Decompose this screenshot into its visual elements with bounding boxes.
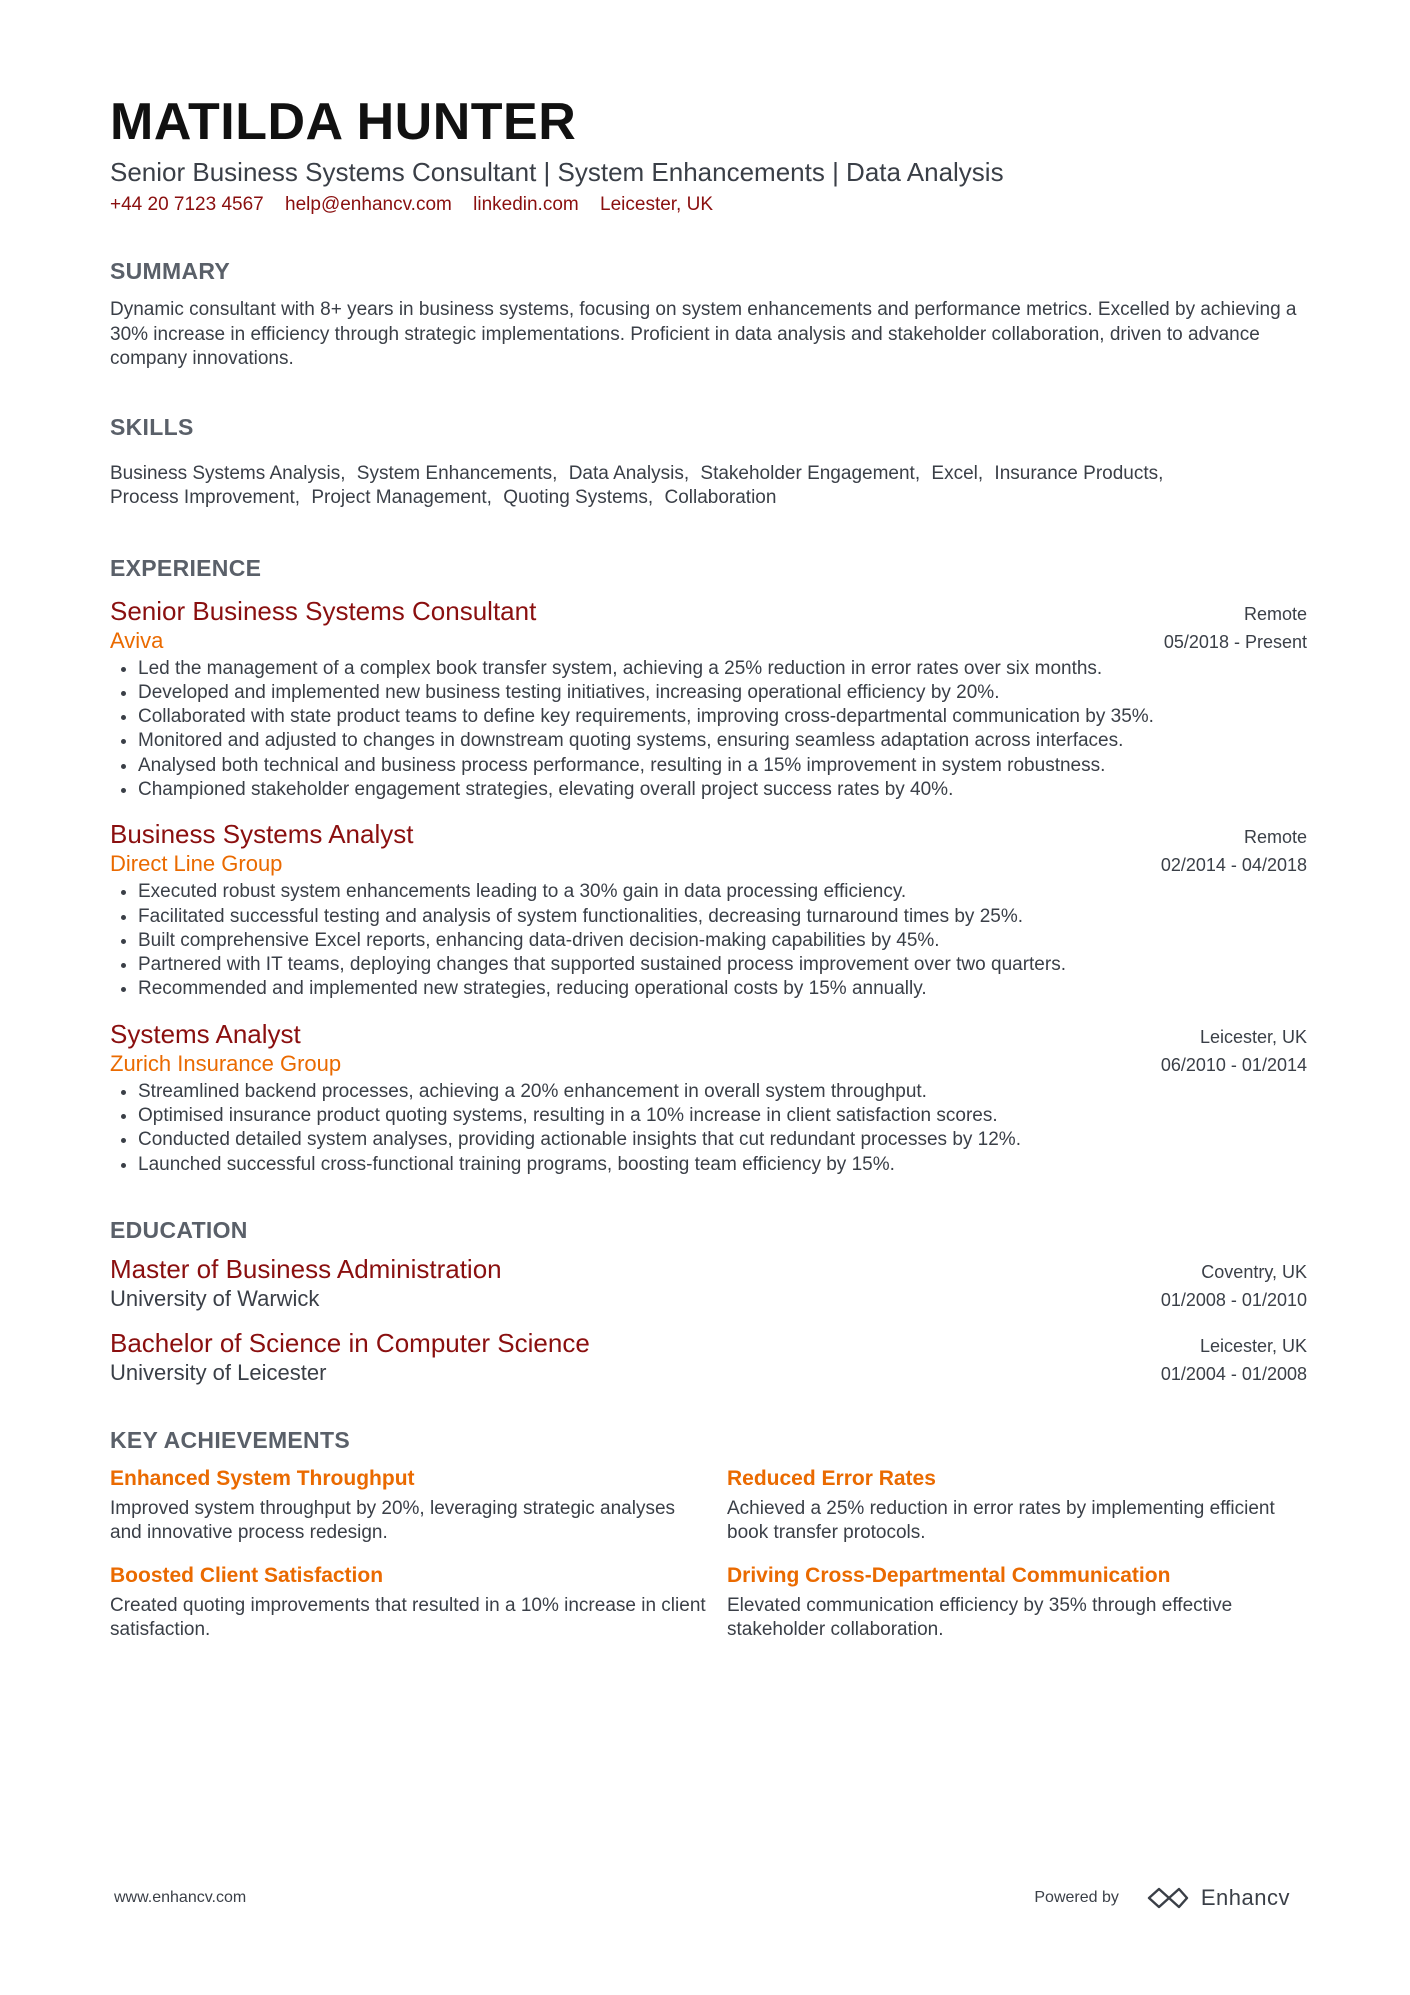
job-bullet: • Executed robust system enhancements leading to a 30% gain in data processing efficiency. — [138, 880, 1307, 904]
job-location: Leicester, UK — [1199, 1026, 1307, 1047]
section-title: EDUCATION — [110, 1216, 248, 1243]
skill-item: Data Analysis, — [568, 462, 690, 484]
experience-section — [110, 553, 1307, 1177]
skill-item: Excel, — [931, 462, 984, 484]
footer-website[interactable]: www.enhancv.com — [114, 1889, 247, 1906]
job-bullet: • Streamlined backend processes, achieving a 20% enhancement in overall system throughput. — [138, 1080, 1307, 1104]
contact-email[interactable]: help@enhancv.com — [285, 194, 452, 215]
job-company: Aviva — [110, 627, 164, 653]
section-title: EXPERIENCE — [110, 554, 262, 581]
achievement-item — [727, 1465, 1307, 1546]
education-location: Leicester, UK — [1199, 1335, 1307, 1356]
job-bullet: • Analysed both technical and business process performance, resulting in a 15% improvement in system robustness. — [138, 754, 1307, 778]
section-title: KEY ACHIEVEMENTS — [110, 1426, 350, 1453]
job-bullet: • Championed stakeholder engagement strategies, elevating overall project success rates by 40%. — [138, 778, 1307, 802]
achievement-text: Created quoting improvements that resulted in a 10% increase in client satisfaction. — [110, 1594, 706, 1641]
job-bullet: • Led the management of a complex book transfer system, achieving a 25% reduction in error rates over six months. — [138, 657, 1307, 681]
achievement-title: Boosted Client Satisfaction — [110, 1563, 384, 1587]
education-entry — [110, 1253, 1307, 1313]
job-dates: 06/2010 - 01/2014 — [1160, 1054, 1307, 1075]
achievements-section — [110, 1425, 1307, 1643]
summary-text: Dynamic consultant with 8+ years in business systems, focusing on system enhancements and performance metrics. Excelled by achieving a 30% increase in efficiency through strategic implementations. Proficient in data analysis and stakeholder collaboration, driven to advance company innovations. — [110, 299, 1297, 369]
job-bullet: • Monitored and adjusted to changes in downstream quoting systems, ensuring seamless adaptation across interfaces. — [138, 729, 1307, 753]
job-bullet: • Built comprehensive Excel reports, enhancing data-driven decision-making capabilities by 45%. — [138, 929, 1307, 953]
skill-item: Process Improvement, — [110, 487, 301, 508]
achievement-text: Achieved a 25% reduction in error rates by implementing efficient book transfer protocols. — [727, 1497, 1275, 1544]
job-bullet: • Collaborated with state product teams to define key requirements, improving cross-departmental communication by 35%. — [138, 705, 1307, 729]
achievements-grid — [110, 1465, 1307, 1643]
achievement-text: Elevated communication efficiency by 35% through effective stakeholder collaboration. — [727, 1594, 1233, 1641]
education-section — [110, 1215, 1307, 1387]
job-bullets — [110, 657, 1307, 803]
job-company: Zurich Insurance Group — [110, 1050, 342, 1076]
resume-header — [110, 92, 1307, 218]
skills-section — [110, 412, 1307, 511]
job-location: Remote — [1243, 603, 1307, 624]
section-title: SKILLS — [110, 413, 194, 440]
skill-item: System Enhancements, — [356, 462, 558, 484]
footer-brand[interactable] — [1034, 1885, 1290, 1911]
job-entry — [110, 818, 1307, 1001]
skill-item: Insurance Products, — [994, 462, 1164, 484]
job-bullets — [110, 880, 1307, 1001]
summary-section — [110, 256, 1307, 372]
job-title: Business Systems Analyst — [110, 819, 414, 850]
job-bullet: • Launched successful cross-functional training programs, boosting team efficiency by 15%. — [138, 1153, 1307, 1177]
job-company: Direct Line Group — [110, 851, 283, 877]
skill-item: Collaboration — [664, 487, 777, 508]
contact-linkedin[interactable]: linkedin.com — [473, 194, 579, 215]
school-name: University of Leicester — [110, 1359, 327, 1385]
job-bullet: • Developed and implemented new business testing initiatives, increasing operational efficiency by 20%. — [138, 681, 1307, 705]
education-location: Coventry, UK — [1201, 1261, 1307, 1282]
job-title: Systems Analyst — [110, 1018, 301, 1049]
job-dates: 05/2018 - Present — [1163, 631, 1307, 652]
achievement-title: Reduced Error Rates — [727, 1466, 936, 1490]
job-entry — [110, 1018, 1307, 1177]
contact-location: Leicester, UK — [600, 194, 714, 215]
job-bullet: • Facilitated successful testing and analysis of system functionalities, decreasing turnaround times by 25%. — [138, 905, 1307, 929]
brand-name: Enhancv — [1200, 1885, 1290, 1910]
school-name: University of Warwick — [110, 1285, 320, 1311]
enhancv-logo-icon — [1145, 1886, 1191, 1910]
candidate-name: MATILDA HUNTER — [110, 93, 577, 151]
skill-item: Quoting Systems, — [503, 487, 654, 508]
job-bullet: • Recommended and implemented new strategies, reducing operational costs by 15% annually. — [138, 977, 1307, 1001]
powered-by-label: Powered by — [1034, 1889, 1119, 1906]
education-dates: 01/2008 - 01/2010 — [1160, 1289, 1307, 1310]
contact-phone[interactable]: +44 20 7123 4567 — [110, 194, 264, 215]
skill-item: Stakeholder Engagement, — [700, 462, 921, 484]
achievement-title: Driving Cross-Departmental Communication — [727, 1563, 1171, 1587]
education-entry — [110, 1327, 1307, 1387]
education-dates: 01/2004 - 01/2008 — [1160, 1363, 1307, 1384]
job-dates: 02/2014 - 04/2018 — [1160, 855, 1307, 876]
achievement-title: Enhanced System Throughput — [110, 1466, 415, 1490]
section-title: SUMMARY — [110, 258, 231, 284]
job-bullets — [110, 1080, 1307, 1177]
skill-item: Business Systems Analysis, — [110, 462, 346, 484]
job-bullet: • Partnered with IT teams, deploying changes that supported sustained process improvement over two quarters. — [138, 953, 1307, 977]
job-location: Remote — [1243, 827, 1307, 848]
achievement-text: Improved system throughput by 20%, leveraging strategic analyses and innovative process redesign. — [110, 1497, 676, 1544]
degree-title: Master of Business Administration — [110, 1253, 502, 1284]
skill-item: Project Management, — [311, 487, 492, 508]
resume-page — [110, 92, 1307, 1643]
job-bullet: • Conducted detailed system analyses, providing actionable insights that cut redundant processes by 12%. — [138, 1128, 1307, 1152]
candidate-headline: Senior Business Systems Consultant | System Enhancements | Data Analysis — [110, 157, 1004, 187]
job-title: Senior Business Systems Consultant — [110, 595, 537, 626]
degree-title: Bachelor of Science in Computer Science — [110, 1327, 590, 1358]
page-footer — [114, 1885, 1290, 1911]
job-entry — [110, 595, 1307, 803]
skills-list — [110, 462, 1307, 511]
achievement-item — [110, 1562, 727, 1643]
achievement-item — [110, 1465, 727, 1546]
contact-info — [110, 192, 1307, 218]
job-bullet: • Optimised insurance product quoting systems, resulting in a 10% increase in client satisfaction scores. — [138, 1104, 1307, 1128]
achievement-item — [727, 1562, 1307, 1643]
